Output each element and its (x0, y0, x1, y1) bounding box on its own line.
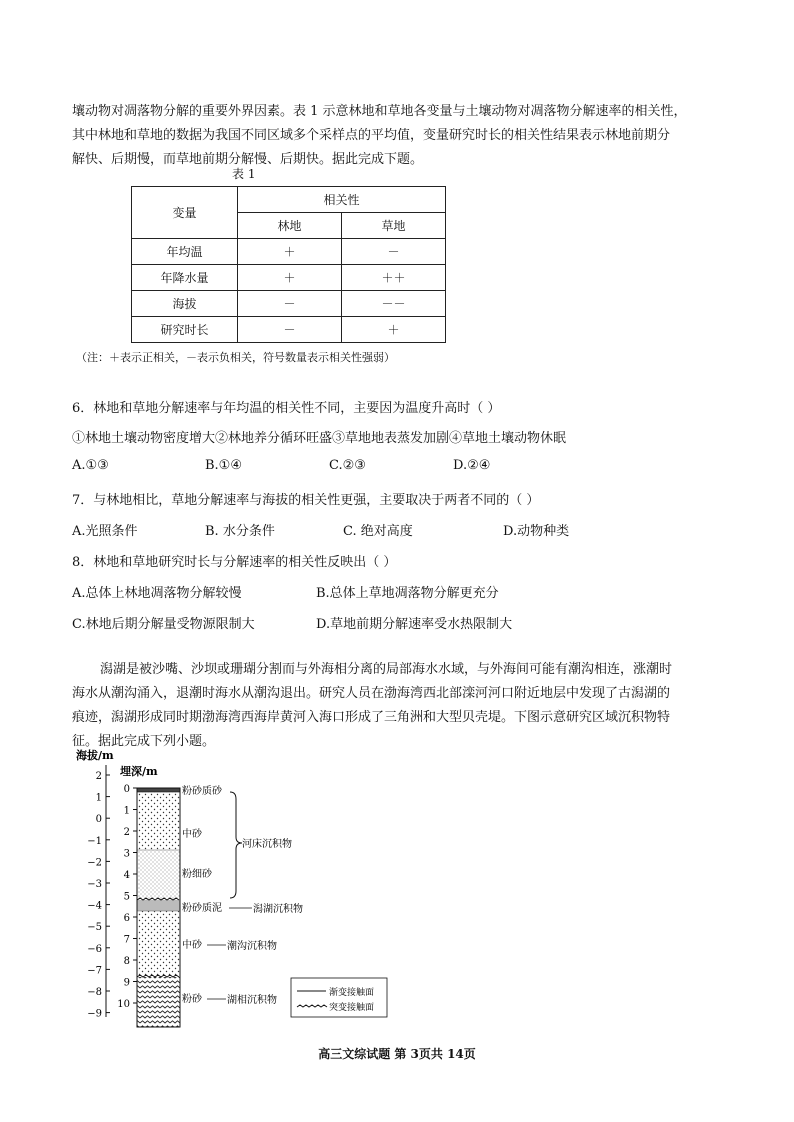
q8-option-a[interactable]: A.总体上林地凋落物分解较慢 (72, 586, 242, 601)
layer-silty-fine-sand: 粉细砂 (182, 869, 212, 880)
altitude-tick-label: −5 (87, 922, 102, 934)
depth-tick-label: 9 (123, 977, 130, 989)
q7-option-a[interactable]: A.光照条件 (72, 524, 138, 539)
row-forest: － (238, 317, 342, 343)
depth-tick-label: 2 (123, 827, 130, 838)
depth-tick-label: 7 (123, 934, 130, 946)
header-variable: 变量 (132, 187, 238, 239)
legend-abrupt: 突变接触面 (329, 1003, 375, 1013)
altitude-tick-label: −8 (87, 987, 102, 998)
altitude-tick-label: −1 (87, 835, 102, 847)
q7-option-d[interactable]: D.动物种类 (503, 524, 570, 539)
q7-option-b[interactable]: B. 水分条件 (205, 524, 275, 539)
depth-axis-label: 埋深/m (120, 765, 158, 778)
row-forest: ＋ (238, 265, 342, 291)
intro-line-2: 其中林地和草地的数据为我国不同区域多个采样点的平均值，变量研究时长的相关性结果表示林地前期分 (72, 128, 671, 143)
intro-line-1: 壤动物对凋落物分解的重要外界因素。表 1 示意林地和草地各变量与土壤动物对凋落物分解速率的相关性， (72, 104, 687, 119)
q6-option-d[interactable]: D.②④ (453, 458, 491, 473)
q6-option-a[interactable]: A.①③ (72, 458, 109, 473)
row-var: 年均温 (132, 239, 238, 265)
altitude-tick-label: −3 (87, 879, 102, 890)
row-grass: －－ (342, 291, 446, 317)
altitude-tick-label: 1 (95, 792, 102, 804)
passage2-line-3: 痕迹，潟湖形成同时期渤海湾西海岸黄河入海口形成了三角洲和大型贝壳堤。下图示意研究区域沉积物特 (72, 710, 671, 725)
altitude-tick-label: −2 (87, 857, 102, 869)
passage2-line-1: 潟湖是被沙嘴、沙坝或珊瑚分割而与外海相分离的局部海水水域，与外海间可能有潮沟相连，涨潮时 (100, 662, 673, 677)
table-note: （注：＋表示正相关，－表示负相关，符号数量表示相关性强弱） (76, 351, 395, 364)
correlation-table (131, 186, 446, 343)
passage2-line-4: 征。据此完成下列小题。 (72, 734, 216, 749)
table-caption: 表 1 (232, 167, 256, 181)
legend-gradual: 渐变接触面 (329, 988, 375, 998)
row-forest: ＋ (238, 239, 342, 265)
table-row (132, 265, 446, 291)
group-lake-facies: 湖相沉积物 (227, 995, 277, 1006)
intro-line-3: 解快、后期慢，而草地前期分解慢、后期快。据此完成下题。 (72, 152, 424, 167)
layer-silty-sand: 粉砂质砂 (182, 786, 222, 797)
depth-tick-label: 5 (123, 891, 130, 903)
depth-tick-label: 6 (123, 913, 130, 924)
depth-tick-label: 3 (123, 848, 130, 860)
layer-silty-mud: 粉砂质泥 (182, 903, 222, 914)
q6-stem: 6．林地和草地分解速率与年均温的相关性不同，主要因为温度升高时（ ） (72, 401, 501, 416)
row-grass: ＋＋ (342, 265, 446, 291)
altitude-axis-label: 海拔/m (76, 749, 114, 762)
altitude-tick-label: −9 (87, 1008, 102, 1020)
depth-tick-label: 8 (123, 956, 130, 967)
q7-option-c[interactable]: C. 绝对高度 (343, 524, 413, 539)
altitude-tick-label: −4 (87, 900, 102, 912)
table-row (132, 239, 446, 265)
header-forest: 林地 (238, 213, 342, 239)
q8-option-c[interactable]: C.林地后期分解量受物源限制大 (72, 617, 255, 632)
sediment-column-figure (0, 745, 794, 1045)
q7-stem: 7．与林地相比，草地分解速率与海拔的相关性更强，主要取决于两者不同的（ ） (72, 493, 540, 508)
header-grass: 草地 (342, 213, 446, 239)
table-row (132, 291, 446, 317)
altitude-tick-label: 2 (95, 771, 102, 782)
row-var: 年降水量 (132, 265, 238, 291)
q6-items: ①林地土壤动物密度增大②林地养分循环旺盛③草地地表蒸发加剧④草地土壤动物休眠 (72, 431, 567, 446)
q6-option-c[interactable]: C.②③ (329, 458, 366, 473)
depth-tick-label: 10 (117, 999, 130, 1010)
layer-medium-sand-low: 中砂 (182, 940, 202, 951)
q8-stem: 8．林地和草地研究时长与分解速率的相关性反映出（ ） (72, 555, 397, 570)
row-var: 研究时长 (132, 317, 238, 343)
altitude-tick-label: 0 (95, 814, 102, 826)
layer-silt: 粉砂 (182, 994, 202, 1005)
altitude-tick-label: −7 (87, 965, 102, 977)
table-row (132, 317, 446, 343)
group-lagoon: 潟湖沉积物 (253, 904, 303, 915)
group-river-bed: 河床沉积物 (242, 839, 292, 850)
q8-option-b[interactable]: B.总体上草地凋落物分解更充分 (316, 586, 499, 601)
altitude-tick-label: −6 (87, 943, 102, 955)
depth-tick-label: 1 (123, 805, 130, 817)
group-tidal-channel: 潮沟沉积物 (227, 941, 277, 952)
row-grass: － (342, 239, 446, 265)
depth-tick-label: 4 (123, 870, 130, 881)
row-grass: ＋ (342, 317, 446, 343)
page-footer: 高三文综试题 第 3页共 14页 (318, 1047, 476, 1061)
q6-option-b[interactable]: B.①④ (205, 458, 242, 473)
depth-tick-label: 0 (123, 784, 130, 795)
row-var: 海拔 (132, 291, 238, 317)
layer-medium-sand-top: 中砂 (182, 829, 202, 840)
q8-option-d[interactable]: D.草地前期分解速率受水热限制大 (316, 617, 513, 632)
header-correlation: 相关性 (238, 187, 446, 213)
row-forest: － (238, 291, 342, 317)
passage2-line-2: 海水从潮沟涌入，退潮时海水从潮沟退出。研究人员在渤海湾西北部滦河河口附近地层中发现了古潟湖的 (72, 686, 671, 701)
